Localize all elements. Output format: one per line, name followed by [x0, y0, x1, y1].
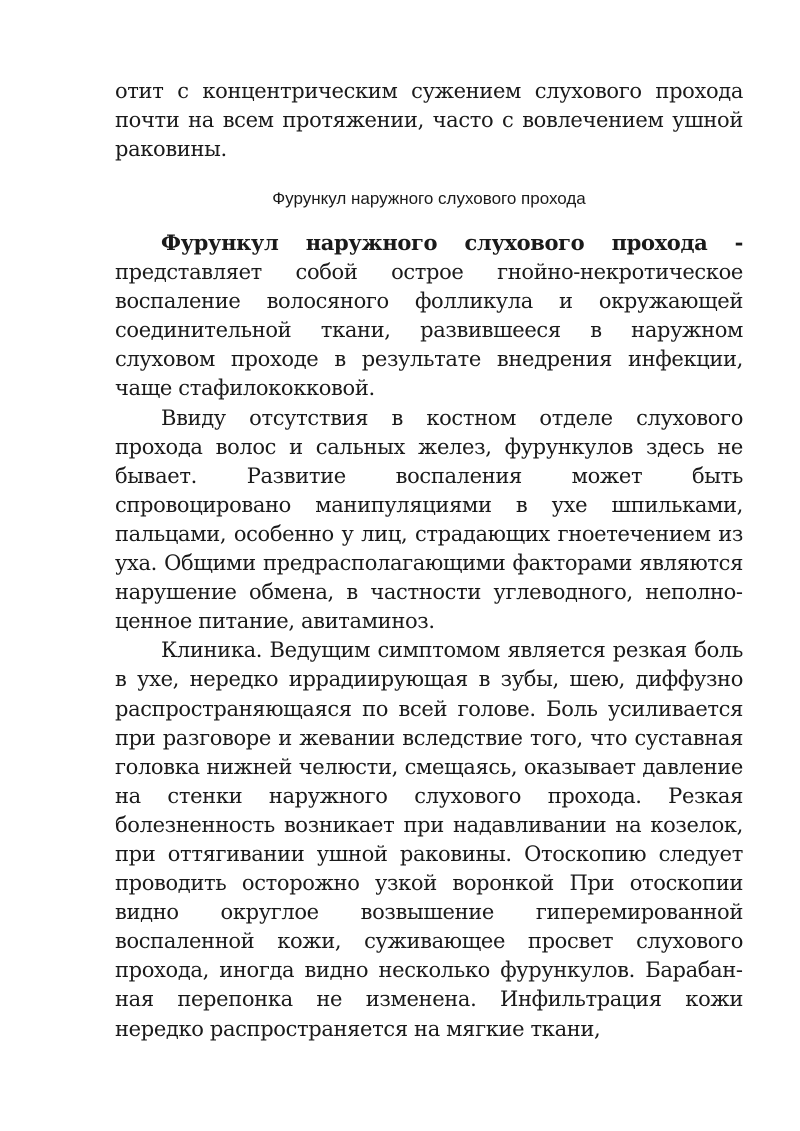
definition-text: представляет собой острое гнойно-некротическое воспаление волосяного фолликула и окружающей соединительной ткани, развившееся в наружном слуховом проходе в результате внедрения инфекции, чаще стафилококковой.: [115, 260, 743, 401]
main-text-block: [115, 228, 743, 1044]
definition-term: Фурункул наружного слухового прохода -: [161, 230, 743, 255]
intro-paragraph-block: [115, 77, 743, 164]
paragraph-causes: Ввиду отсутствия в костном отделе слухового прохода волос и сальных желез, фурункулов здесь не бывает. Развитие воспаления может быть спровоцировано манипуляциями в ухе шпильками, пальцами, особенно у лиц, страдающих гноетечением из уха. Общими предрасполагающими факторами являются нарушение обмена, в частности углеводного, неполноценное питание, авитаминоз.: [115, 405, 743, 634]
paragraph-definition: [115, 228, 743, 404]
paragraph-clinic: Клиника. Ведущим симптомом является резкая боль в ухе, нередко иррадиирующая в зубы, шею, диффузно распространяющаяся по всей голове. Боль усиливается при разговоре и жевании вследствие того, что суставная головка нижней челюсти, смещаясь, оказывает давление на стенки наружного слухового прохода. Резкая болезненность возникает при надавливании на козелок, при оттягивании ушной раковины. Отоскопию следует проводить осторожно узкой воронкой При отоскопии видно округлое возвышение гиперемированной воспаленной кожи, суживающее просвет слухового прохода, иногда видно несколько фурункулов. Барабанная перепонка не изменена. Инфильтрация кожи нередко распространяется на мягкие ткани,: [115, 638, 743, 1041]
section-heading: Фурункул наружного слухового прохода: [272, 189, 586, 208]
intro-paragraph: отит с концентрическим сужением слухового прохода почти на всем протяжении, часто с вовлечением ушной раковины.: [115, 79, 743, 162]
